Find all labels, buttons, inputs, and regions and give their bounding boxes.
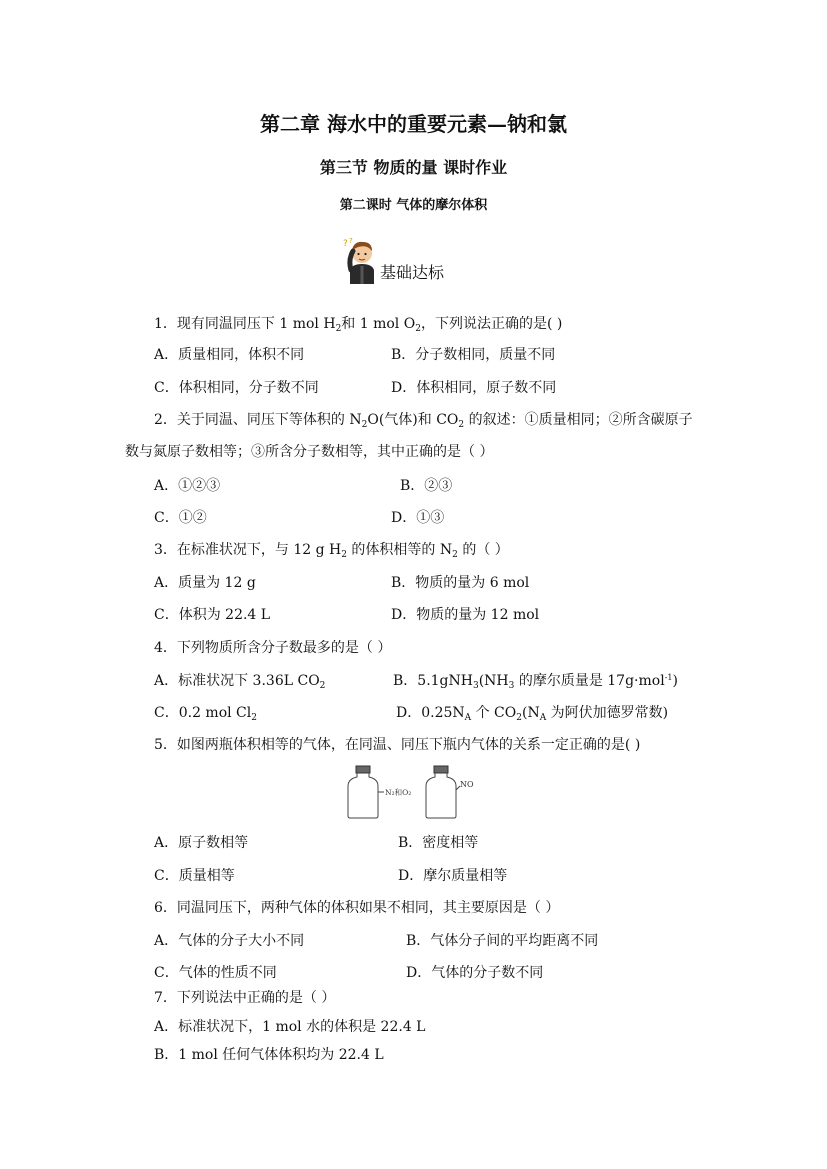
q3-stem-part: 3．在标准状况下，与 12 g H — [154, 542, 342, 558]
q3-option-d: D．物质的量为 12 mol — [391, 607, 540, 623]
q4-option-b-text: 的摩尔质量是 17g·mol — [514, 673, 665, 689]
chapter-title: 第二章 海水中的重要元素—钠和氯 — [260, 112, 567, 136]
q3-stem — [154, 540, 509, 560]
q4-option-d — [396, 703, 668, 723]
q6-option-a: A．气体的分子大小不同 — [154, 933, 305, 949]
q2-option-a: A．①②③ — [154, 478, 221, 494]
q2-stem-part: 2．关于同温、同压下等体积的 N — [154, 412, 362, 428]
q4-option-d-text: D．0.25N — [396, 705, 465, 721]
q4-option-b-text: (NH — [478, 673, 509, 689]
sub: 3 — [508, 681, 515, 691]
q7-option-b: B．1 mol 任何气体体积均为 22.4 L — [154, 1047, 384, 1063]
q1-option-a: A．质量相同，体积不同 — [154, 347, 305, 363]
q6-stem: 6．同温同压下，两种气体的体积如果不相同，其主要原因是（ ） — [154, 900, 560, 916]
q1-option-c: C．体积相同，分子数不同 — [154, 380, 319, 396]
q2-stem-line1 — [154, 410, 693, 430]
q2-option-c: C．①② — [154, 510, 207, 526]
q1-stem-part: ，下列说法正确的是( ) — [420, 316, 563, 332]
q4-option-b-text: B．5.1gNH — [393, 673, 473, 689]
sub: A — [539, 713, 547, 723]
sub: 2 — [452, 550, 458, 560]
q2-stem-line2: 数与氮原子数相等；③所含分子数相等，其中正确的是（ ） — [125, 444, 494, 460]
q4-option-d-text: 为阿伏加德罗常数) — [546, 705, 669, 721]
q3-stem-part: 的（ ） — [457, 542, 509, 558]
q2-option-b: B．②③ — [400, 478, 453, 494]
q6-option-d: D．气体的分子数不同 — [406, 965, 544, 981]
q5-option-b: B．密度相等 — [398, 835, 479, 851]
q2-stem-part: O(气体)和 CO — [367, 412, 459, 428]
q4-option-d-text: (N — [521, 705, 540, 721]
sub: 2 — [341, 550, 347, 560]
bottle-left-label: N₂和O₂ — [385, 788, 412, 797]
q4-stem: 4．下列物质所含分子数最多的是（ ） — [154, 640, 392, 656]
q4-option-b — [393, 671, 678, 691]
q1-stem — [154, 314, 562, 334]
banner-label: 基础达标 — [380, 263, 445, 282]
section-title: 第三节 物质的量 课时作业 — [319, 158, 508, 177]
q1-stem-part: 1．现有同温同压下 1 mol H — [154, 316, 336, 332]
sub: 2 — [335, 324, 342, 334]
q5-option-a: A．原子数相等 — [154, 835, 249, 851]
bottle-right-icon — [426, 766, 460, 818]
q1-option-b: B．分子数相同，质量不同 — [391, 347, 556, 363]
q4-option-d-text: 个 CO — [471, 705, 517, 721]
lesson-title: 第二课时 气体的摩尔体积 — [339, 198, 488, 213]
basic-banner — [342, 236, 472, 286]
q3-option-a: A．质量为 12 g — [154, 575, 256, 591]
q1-stem-part: 和 1 mol O — [341, 316, 416, 332]
q3-option-b: B．物质的量为 6 mol — [391, 575, 530, 591]
bottles-figure — [344, 764, 484, 820]
sub: 3 — [472, 681, 479, 691]
sub: 2 — [251, 713, 257, 723]
sup: -1 — [664, 673, 673, 682]
q4-option-c — [154, 703, 257, 723]
q1-option-d: D．体积相同，原子数不同 — [391, 380, 557, 396]
q6-option-b: B．气体分子间的平均距离不同 — [406, 933, 599, 949]
sub: 2 — [319, 681, 326, 691]
svg-text:?: ? — [343, 239, 348, 249]
q4-option-a-text: A．标准状况下 3.36L CO — [154, 673, 320, 689]
sub: A — [464, 713, 472, 723]
q2-stem-part: 的叙述：①质量相同；②所含碳原子 — [464, 412, 693, 428]
svg-text:?: ? — [349, 237, 353, 245]
q3-option-c: C．体积为 22.4 L — [154, 607, 271, 623]
q6-option-c: C．气体的性质不同 — [154, 965, 277, 981]
sub: 2 — [361, 420, 368, 430]
sub: 2 — [458, 420, 465, 430]
q5-stem: 5．如图两瓶体积相等的气体，在同温、同压下瓶内气体的关系一定正确的是( ) — [154, 737, 641, 753]
thinking-boy-icon — [342, 236, 382, 284]
q4-option-b-text: ) — [672, 673, 678, 689]
q7-option-a: A．标准状况下，1 mol 水的体积是 22.4 L — [154, 1019, 426, 1035]
q3-stem-part: 的体积相等的 N — [346, 542, 453, 558]
sub: 2 — [415, 324, 421, 334]
bottle-left-icon — [348, 766, 384, 818]
bottle-right-label: NO — [460, 780, 474, 789]
q5-option-d: D．摩尔质量相等 — [398, 868, 508, 884]
q4-option-a — [154, 671, 325, 691]
q2-option-d: D．①③ — [391, 510, 445, 526]
q4-option-c-text: C．0.2 mol Cl — [154, 705, 252, 721]
sub: 2 — [516, 713, 522, 723]
bottles-illustration — [344, 764, 484, 820]
q7-stem: 7．下列说法中正确的是（ ） — [154, 990, 336, 1006]
q5-option-c: C．质量相等 — [154, 868, 235, 884]
